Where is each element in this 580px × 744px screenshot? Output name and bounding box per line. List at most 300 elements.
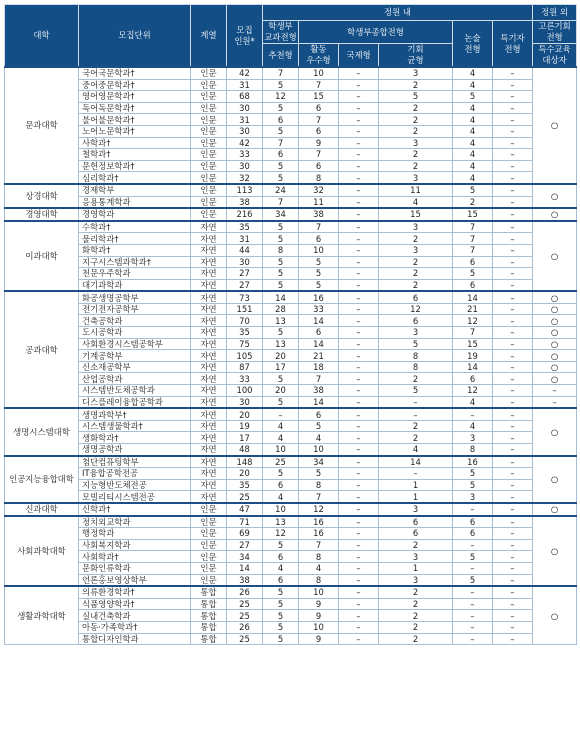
cell-unit: 신소재공학부 (79, 361, 191, 373)
cell-international: – (339, 420, 379, 432)
cell-track: 자연 (191, 268, 227, 280)
cell-unit: 신학과† (79, 503, 191, 516)
cell-recommend: 7 (263, 67, 299, 79)
cell-track: 인문 (191, 184, 227, 196)
cell-balanced: – (379, 396, 453, 408)
cell-quota: 30 (227, 102, 263, 114)
cell-essay: 16 (453, 456, 493, 468)
cell-quota: 30 (227, 125, 263, 137)
cell-unit: 생화학과† (79, 432, 191, 444)
cell-unit: 물리학과† (79, 233, 191, 245)
header-outside-quota: 정원 외 (533, 5, 577, 21)
header-quota (227, 5, 263, 68)
cell-unit: 심리학과† (79, 172, 191, 184)
cell-recommend: 4 (263, 432, 299, 444)
cell-quota: 71 (227, 516, 263, 528)
cell-unit: 생명공학과 (79, 444, 191, 456)
cell-activity: 38 (299, 208, 339, 221)
cell-quota: 70 (227, 315, 263, 327)
cell-international: – (339, 291, 379, 303)
cell-balanced: – (379, 468, 453, 480)
table-row (5, 268, 577, 280)
cell-international: – (339, 516, 379, 528)
cell-quota: 17 (227, 432, 263, 444)
header-essay-label: 논술 전형 (464, 32, 481, 54)
cell-quota: 48 (227, 444, 263, 456)
cell-recommend: 5 (263, 233, 299, 245)
table-row (5, 279, 577, 291)
cell-quota: 33 (227, 149, 263, 161)
cell-balanced: 11 (379, 184, 453, 196)
college-name: 이과대학 (5, 221, 79, 292)
cell-activity: 11 (299, 196, 339, 208)
cell-special-education: ○ (533, 315, 577, 327)
cell-track: 인문 (191, 114, 227, 126)
cell-balanced: 3 (379, 327, 453, 339)
header-special-talent (493, 21, 533, 68)
cell-balanced: – (379, 408, 453, 420)
cell-unit: 의류환경학과† (79, 586, 191, 598)
cell-essay: 7 (453, 233, 493, 245)
cell-essay: 5 (453, 184, 493, 196)
cell-unit: 도시공학과 (79, 327, 191, 339)
cell-track: 자연 (191, 350, 227, 362)
cell-activity: 6 (299, 160, 339, 172)
cell-special: – (493, 385, 533, 397)
cell-international: – (339, 633, 379, 645)
table-row (5, 456, 577, 468)
cell-activity: 10 (299, 244, 339, 256)
cell-international: – (339, 598, 379, 610)
cell-activity: 5 (299, 468, 339, 480)
cell-balanced: 2 (379, 633, 453, 645)
cell-essay: 12 (453, 385, 493, 397)
cell-activity: 6 (299, 327, 339, 339)
cell-unit: 아동·가족학과† (79, 621, 191, 633)
cell-essay: – (453, 539, 493, 551)
cell-activity: 10 (299, 586, 339, 598)
cell-quota: 20 (227, 468, 263, 480)
cell-recommend: 5 (263, 598, 299, 610)
cell-essay: 4 (453, 137, 493, 149)
cell-essay: 15 (453, 208, 493, 221)
cell-track: 자연 (191, 396, 227, 408)
cell-essay: 4 (453, 125, 493, 137)
cell-track: 자연 (191, 373, 227, 385)
cell-quota: 32 (227, 172, 263, 184)
header-unit: 모집단위 (79, 5, 191, 68)
cell-international: – (339, 102, 379, 114)
cell-special: – (493, 102, 533, 114)
cell-essay: 6 (453, 528, 493, 540)
cell-quota: 73 (227, 291, 263, 303)
cell-international: – (339, 221, 379, 233)
college-name: 생명시스템대학 (5, 408, 79, 455)
cell-essay: 6 (453, 516, 493, 528)
cell-special-education: ○ (533, 586, 577, 644)
cell-balanced: 2 (379, 621, 453, 633)
header-within-quota: 정원 내 (263, 5, 533, 21)
cell-special-education: ○ (533, 503, 577, 516)
table-row (5, 196, 577, 208)
cell-international: – (339, 373, 379, 385)
cell-international: – (339, 385, 379, 397)
header-equal-opportunity-label: 고른기회 전형 (538, 21, 571, 42)
cell-unit: 전기전자공학부 (79, 303, 191, 315)
cell-unit: 지능형반도체전공 (79, 479, 191, 491)
cell-special: – (493, 479, 533, 491)
cell-quota: 33 (227, 373, 263, 385)
cell-unit: 지구시스템과학과† (79, 256, 191, 268)
cell-essay: 14 (453, 361, 493, 373)
cell-special: – (493, 586, 533, 598)
table-row (5, 149, 577, 161)
cell-unit: 식품영양학과† (79, 598, 191, 610)
cell-balanced: 14 (379, 456, 453, 468)
cell-special: – (493, 408, 533, 420)
cell-special-education: ○ (533, 350, 577, 362)
cell-special: – (493, 621, 533, 633)
cell-international: – (339, 610, 379, 622)
table-row (5, 303, 577, 315)
cell-essay: 7 (453, 221, 493, 233)
table-row (5, 256, 577, 268)
cell-quota: 151 (227, 303, 263, 315)
cell-unit: IT융합공학전공 (79, 468, 191, 480)
table-header (5, 5, 577, 68)
cell-essay: 5 (453, 574, 493, 586)
cell-essay: 7 (453, 327, 493, 339)
cell-track: 인문 (191, 516, 227, 528)
cell-track: 인문 (191, 149, 227, 161)
cell-special-education: ○ (533, 327, 577, 339)
cell-special-education: ○ (533, 338, 577, 350)
cell-international: – (339, 67, 379, 79)
cell-special: – (493, 244, 533, 256)
table-row (5, 562, 577, 574)
cell-recommend: 6 (263, 149, 299, 161)
cell-international: – (339, 184, 379, 196)
cell-track: 인문 (191, 528, 227, 540)
header-school-record-label: 학생부 교과전형 (264, 21, 297, 42)
cell-international: – (339, 149, 379, 161)
cell-special-education: ○ (533, 184, 577, 208)
cell-track: 자연 (191, 233, 227, 245)
cell-activity: 9 (299, 633, 339, 645)
cell-international: – (339, 244, 379, 256)
college-name: 공과대학 (5, 291, 79, 408)
cell-international: – (339, 327, 379, 339)
cell-balanced: 8 (379, 350, 453, 362)
cell-activity: 7 (299, 221, 339, 233)
cell-essay: 4 (453, 67, 493, 79)
cell-track: 인문 (191, 208, 227, 221)
cell-quota: 25 (227, 633, 263, 645)
cell-international: – (339, 503, 379, 516)
cell-activity: 9 (299, 137, 339, 149)
cell-activity: 16 (299, 528, 339, 540)
cell-special: – (493, 456, 533, 468)
cell-activity: 16 (299, 291, 339, 303)
cell-recommend: 6 (263, 114, 299, 126)
table-row (5, 468, 577, 480)
header-activity (299, 44, 339, 68)
cell-activity: 15 (299, 91, 339, 103)
cell-quota: 75 (227, 338, 263, 350)
cell-track: 인문 (191, 172, 227, 184)
table-row (5, 338, 577, 350)
cell-special: – (493, 221, 533, 233)
table-row (5, 125, 577, 137)
cell-special: – (493, 291, 533, 303)
cell-essay: 4 (453, 114, 493, 126)
table-row (5, 315, 577, 327)
cell-track: 자연 (191, 444, 227, 456)
table-row (5, 102, 577, 114)
cell-balanced: 2 (379, 114, 453, 126)
cell-activity: 38 (299, 385, 339, 397)
cell-essay: 5 (453, 268, 493, 280)
cell-recommend: 5 (263, 102, 299, 114)
cell-track: 자연 (191, 244, 227, 256)
cell-balanced: 3 (379, 503, 453, 516)
cell-special: – (493, 279, 533, 291)
cell-activity: 5 (299, 420, 339, 432)
cell-special: – (493, 125, 533, 137)
cell-quota: 31 (227, 233, 263, 245)
cell-special: – (493, 350, 533, 362)
cell-special: – (493, 172, 533, 184)
cell-track: 자연 (191, 279, 227, 291)
cell-recommend: 13 (263, 516, 299, 528)
cell-recommend: 5 (263, 256, 299, 268)
cell-international: – (339, 408, 379, 420)
cell-recommend: 5 (263, 468, 299, 480)
header-school-record (263, 21, 299, 44)
cell-essay: – (453, 621, 493, 633)
cell-balanced: 2 (379, 610, 453, 622)
cell-recommend: 6 (263, 551, 299, 563)
cell-unit: 실내건축학과 (79, 610, 191, 622)
table-row (5, 574, 577, 586)
college-name: 문과대학 (5, 67, 79, 184)
cell-track: 자연 (191, 491, 227, 503)
table-row (5, 408, 577, 420)
cell-unit: 문화인류학과 (79, 562, 191, 574)
table-row (5, 79, 577, 91)
cell-activity: 6 (299, 125, 339, 137)
cell-quota: 100 (227, 385, 263, 397)
table-row (5, 610, 577, 622)
cell-activity: 8 (299, 574, 339, 586)
cell-track: 통합 (191, 598, 227, 610)
cell-international: – (339, 268, 379, 280)
cell-activity: 8 (299, 172, 339, 184)
cell-recommend: 5 (263, 160, 299, 172)
cell-recommend: 12 (263, 91, 299, 103)
cell-essay: 19 (453, 350, 493, 362)
cell-quota: 35 (227, 221, 263, 233)
cell-recommend: – (263, 408, 299, 420)
cell-international: – (339, 350, 379, 362)
cell-special: – (493, 420, 533, 432)
cell-quota: 216 (227, 208, 263, 221)
cell-essay: 5 (453, 91, 493, 103)
cell-special-education: ○ (533, 361, 577, 373)
cell-track: 자연 (191, 432, 227, 444)
cell-international: – (339, 315, 379, 327)
cell-balanced: 1 (379, 562, 453, 574)
cell-international: – (339, 396, 379, 408)
cell-international: – (339, 468, 379, 480)
college-name: 생활과학대학 (5, 586, 79, 644)
cell-activity: 4 (299, 432, 339, 444)
cell-activity: 16 (299, 516, 339, 528)
cell-special: – (493, 160, 533, 172)
cell-special: – (493, 551, 533, 563)
cell-special: – (493, 373, 533, 385)
cell-activity: 5 (299, 279, 339, 291)
cell-special: – (493, 137, 533, 149)
cell-track: 통합 (191, 586, 227, 598)
cell-special: – (493, 91, 533, 103)
cell-special: – (493, 303, 533, 315)
cell-recommend: 8 (263, 244, 299, 256)
college-name: 사회과학대학 (5, 516, 79, 587)
cell-essay: 6 (453, 279, 493, 291)
cell-track: 인문 (191, 539, 227, 551)
cell-recommend: 13 (263, 338, 299, 350)
table-row (5, 137, 577, 149)
cell-recommend: 12 (263, 528, 299, 540)
cell-special: – (493, 256, 533, 268)
cell-international: – (339, 279, 379, 291)
cell-activity: 5 (299, 256, 339, 268)
cell-international: – (339, 551, 379, 563)
cell-essay: – (453, 598, 493, 610)
cell-essay: 6 (453, 373, 493, 385)
cell-activity: 7 (299, 491, 339, 503)
cell-track: 인문 (191, 562, 227, 574)
table-row (5, 160, 577, 172)
cell-special: – (493, 468, 533, 480)
cell-activity: 9 (299, 598, 339, 610)
cell-special: – (493, 574, 533, 586)
table-row (5, 67, 577, 79)
cell-international: – (339, 562, 379, 574)
cell-quota: 42 (227, 137, 263, 149)
header-international: 국제형 (339, 44, 379, 68)
cell-special: – (493, 233, 533, 245)
cell-balanced: 2 (379, 598, 453, 610)
cell-activity: 7 (299, 149, 339, 161)
table-row (5, 114, 577, 126)
cell-unit: 사회환경시스템공학부 (79, 338, 191, 350)
cell-recommend: 7 (263, 137, 299, 149)
header-equal-opportunity (533, 21, 577, 44)
cell-recommend: 14 (263, 291, 299, 303)
cell-recommend: 4 (263, 491, 299, 503)
cell-special: – (493, 633, 533, 645)
cell-essay: 4 (453, 172, 493, 184)
cell-unit: 대기과학과 (79, 279, 191, 291)
cell-recommend: 5 (263, 396, 299, 408)
cell-unit: 영어영문학과† (79, 91, 191, 103)
table-row (5, 396, 577, 408)
cell-recommend: 5 (263, 327, 299, 339)
cell-recommend: 5 (263, 172, 299, 184)
cell-track: 자연 (191, 338, 227, 350)
cell-unit: 모빌리티시스템전공 (79, 491, 191, 503)
cell-track: 자연 (191, 315, 227, 327)
cell-unit: 노어노문학과† (79, 125, 191, 137)
cell-recommend: 10 (263, 503, 299, 516)
cell-unit: 언론홍보영상학부 (79, 574, 191, 586)
cell-international: – (339, 432, 379, 444)
cell-international: – (339, 479, 379, 491)
table-row (5, 172, 577, 184)
cell-recommend: 17 (263, 361, 299, 373)
cell-recommend: 28 (263, 303, 299, 315)
cell-unit: 사회복지학과 (79, 539, 191, 551)
admissions-quota-table (4, 4, 577, 645)
cell-track: 자연 (191, 327, 227, 339)
cell-unit: 건축공학과 (79, 315, 191, 327)
cell-essay: 14 (453, 291, 493, 303)
cell-activity: 8 (299, 551, 339, 563)
cell-recommend: 6 (263, 479, 299, 491)
header-special-education (533, 44, 577, 68)
cell-track: 인문 (191, 125, 227, 137)
cell-balanced: 2 (379, 373, 453, 385)
cell-track: 자연 (191, 361, 227, 373)
cell-essay: – (453, 633, 493, 645)
cell-recommend: 4 (263, 420, 299, 432)
cell-international: – (339, 208, 379, 221)
cell-special: – (493, 315, 533, 327)
cell-activity: 32 (299, 184, 339, 196)
cell-track: 통합 (191, 621, 227, 633)
cell-balanced: 2 (379, 160, 453, 172)
cell-recommend: 5 (263, 586, 299, 598)
cell-balanced: 2 (379, 432, 453, 444)
cell-balanced: 3 (379, 574, 453, 586)
cell-international: – (339, 456, 379, 468)
cell-quota: 26 (227, 621, 263, 633)
table-row (5, 551, 577, 563)
cell-unit: 행정학과 (79, 528, 191, 540)
table-row (5, 373, 577, 385)
cell-activity: 8 (299, 479, 339, 491)
cell-recommend: 5 (263, 610, 299, 622)
cell-essay: 7 (453, 244, 493, 256)
cell-unit: 천문우주학과 (79, 268, 191, 280)
cell-unit: 경영학과 (79, 208, 191, 221)
cell-essay: – (453, 503, 493, 516)
cell-activity: 10 (299, 621, 339, 633)
cell-special: – (493, 491, 533, 503)
cell-balanced: 2 (379, 125, 453, 137)
cell-international: – (339, 361, 379, 373)
cell-essay: 8 (453, 444, 493, 456)
cell-track: 인문 (191, 67, 227, 79)
cell-balanced: 3 (379, 172, 453, 184)
cell-special: – (493, 184, 533, 196)
cell-essay: – (453, 408, 493, 420)
cell-recommend: 6 (263, 574, 299, 586)
cell-quota: 20 (227, 408, 263, 420)
cell-unit: 문헌정보학과† (79, 160, 191, 172)
